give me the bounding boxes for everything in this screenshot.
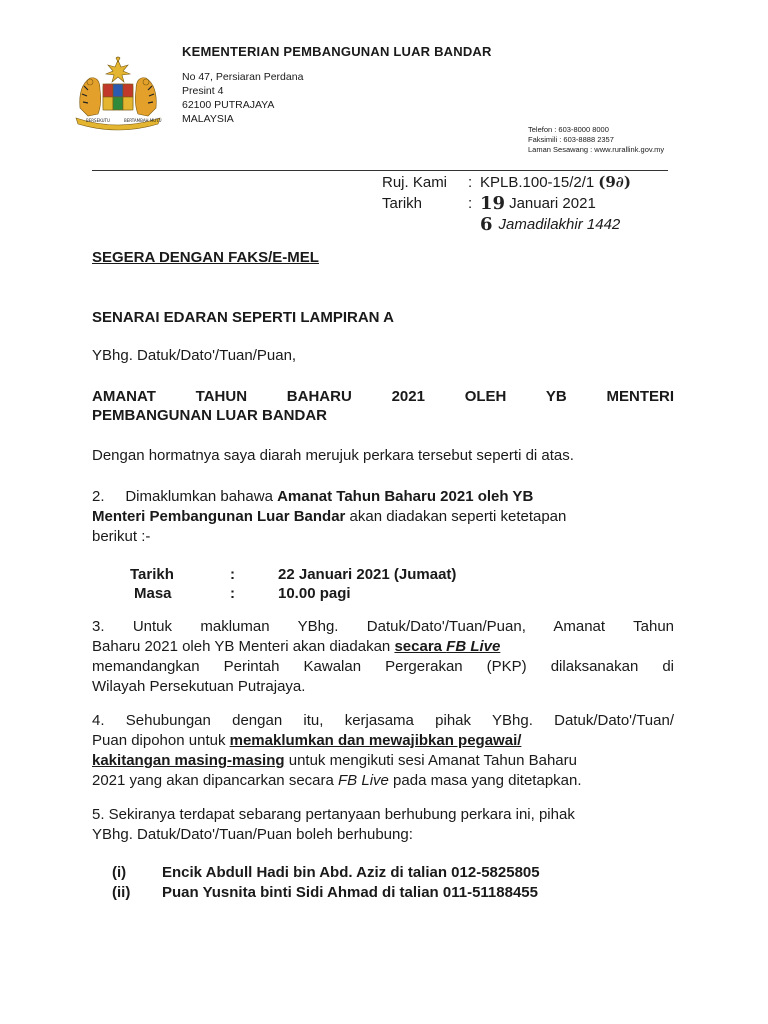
paragraph-4-line-2 bbox=[92, 731, 674, 751]
contact-person-row bbox=[112, 884, 538, 901]
svg-text:BERTAMBAH MUTU: BERTAMBAH MUTU bbox=[124, 118, 162, 123]
paragraph-2-line-3: berikut :- bbox=[92, 528, 151, 545]
subject-line-1: AMANAT TAHUN BAHARU 2021 OLEH YB MENTERI bbox=[92, 388, 674, 405]
text-span: 2. Dimaklumkan bahawa bbox=[92, 488, 278, 505]
mandatory-emphasis: kakitangan masing-masing bbox=[92, 752, 285, 769]
handwritten-reference-suffix: (9∂) bbox=[598, 173, 631, 191]
hijri-month-year: Jamadilakhir 1442 bbox=[498, 216, 621, 233]
reference-number: KPLB.100-15/2/1 bbox=[480, 174, 595, 191]
ministry-address bbox=[182, 70, 303, 126]
text-span: Puan dipohon untuk bbox=[92, 732, 230, 749]
ministry-name: KEMENTERIAN PEMBANGUNAN LUAR BANDAR bbox=[182, 44, 492, 59]
reference-block bbox=[382, 172, 631, 235]
event-name-bold: Menteri Pembangunan Luar Bandar bbox=[92, 508, 346, 525]
contact-person-detail: Encik Abdull Hadi bin Abd. Aziz di talian 012-5825805 bbox=[162, 864, 540, 881]
schedule-date-label: Tarikh bbox=[130, 566, 174, 583]
urgent-heading: SEGERA DENGAN FAKS/E-MEL bbox=[92, 249, 319, 266]
contact-person-row bbox=[112, 864, 540, 881]
paragraph-2-line-1 bbox=[92, 487, 674, 507]
handwritten-hijri-day: 6 bbox=[480, 214, 493, 235]
text-span: akan diadakan seperti ketetapan bbox=[345, 508, 567, 525]
salutation: YBhg. Datuk/Dato'/Tuan/Puan, bbox=[92, 347, 297, 364]
distribution-heading: SENARAI EDARAN SEPERTI LAMPIRAN A bbox=[92, 309, 394, 326]
header-divider bbox=[92, 170, 668, 171]
schedule-time-value: 10.00 pagi bbox=[278, 585, 351, 602]
mandatory-emphasis: memaklumkan dan mewajibkan pegawai/ bbox=[229, 732, 522, 749]
address-line: No 47, Persiaran Perdana bbox=[182, 71, 304, 83]
paragraph-1: Dengan hormatnya saya diarah merujuk perkara tersebut seperti di atas. bbox=[92, 447, 574, 464]
reference-label: Ruj. Kami bbox=[382, 174, 448, 191]
text-span: untuk mengikuti sesi Amanat Tahun Baharu bbox=[284, 752, 577, 769]
paragraph-2-line-2 bbox=[92, 507, 674, 527]
date-row bbox=[382, 193, 631, 214]
subject-line-2: PEMBANGUNAN LUAR BANDAR bbox=[92, 407, 327, 424]
reference-number-row bbox=[382, 172, 631, 193]
schedule-time-row bbox=[130, 585, 351, 602]
list-number: (ii) bbox=[112, 884, 131, 901]
colon: : bbox=[468, 195, 473, 212]
paragraph-5-line-1: 5. Sekiranya terdapat sebarang pertanyaan berhubung perkara ini, pihak bbox=[92, 806, 575, 823]
address-line: 62100 PUTRAJAYA bbox=[182, 99, 275, 111]
list-number: (i) bbox=[112, 864, 127, 881]
fb-live-emphasis: FB Live bbox=[446, 638, 501, 655]
date-month-year: Januari 2021 bbox=[509, 195, 596, 212]
paragraph-3-line-4: Wilayah Persekutuan Putrajaya. bbox=[92, 678, 306, 695]
colon: : bbox=[468, 174, 473, 191]
schedule-date-row bbox=[130, 566, 456, 583]
event-name-bold: Amanat Tahun Baharu 2021 oleh YB bbox=[277, 488, 534, 505]
schedule-date-value: 22 Januari 2021 (Jumaat) bbox=[278, 566, 457, 583]
date-label: Tarikh bbox=[382, 195, 423, 212]
fb-live-emphasis: secara bbox=[394, 638, 447, 655]
paragraph-3-line-1: 3. Untuk makluman YBhg. Datuk/Dato'/Tuan/Puan, Amanat Tahun bbox=[92, 618, 674, 635]
text-span: Baharu 2021 oleh YB Menteri akan diadakan bbox=[92, 638, 395, 655]
colon: : bbox=[230, 585, 235, 602]
hijri-date-row bbox=[382, 214, 631, 235]
paragraph-4-line-3 bbox=[92, 751, 674, 771]
colon: : bbox=[230, 566, 235, 583]
handwritten-day: 19 bbox=[480, 193, 506, 214]
address-line: Presint 4 bbox=[182, 85, 224, 97]
schedule-time-label: Masa bbox=[134, 585, 172, 602]
contact-person-detail: Puan Yusnita binti Sidi Ahmad di talian 011-51188455 bbox=[162, 884, 538, 901]
paragraph-5-line-2: YBhg. Datuk/Dato'/Tuan/Puan boleh berhubung: bbox=[92, 826, 413, 843]
fax-number: Faksimili : 603-8888 2357 bbox=[528, 135, 614, 144]
paragraph-3-line-3: memandangkan Perintah Kawalan Pergerakan (PKP) dilaksanakan di bbox=[92, 658, 674, 675]
address-line: MALAYSIA bbox=[182, 113, 234, 125]
text-span: 2021 yang akan dipancarkan secara bbox=[92, 772, 339, 789]
paragraph-4-line-1: 4. Sehubungan dengan itu, kerjasama pihak YBhg. Datuk/Dato'/Tuan/ bbox=[92, 712, 674, 729]
text-span: pada masa yang ditetapkan. bbox=[388, 772, 582, 789]
paragraph-3-line-2 bbox=[92, 637, 674, 657]
ministry-contact bbox=[528, 125, 664, 155]
malaysia-coat-of-arms-icon bbox=[70, 56, 166, 132]
svg-text:BERSEKUTU: BERSEKUTU bbox=[86, 118, 110, 123]
phone-number: Telefon : 603-8000 8000 bbox=[528, 125, 609, 134]
fb-live-italic: FB Live bbox=[338, 772, 389, 789]
paragraph-4-line-4 bbox=[92, 771, 674, 791]
website[interactable]: Laman Sesawang : www.rurallink.gov.my bbox=[528, 145, 665, 154]
